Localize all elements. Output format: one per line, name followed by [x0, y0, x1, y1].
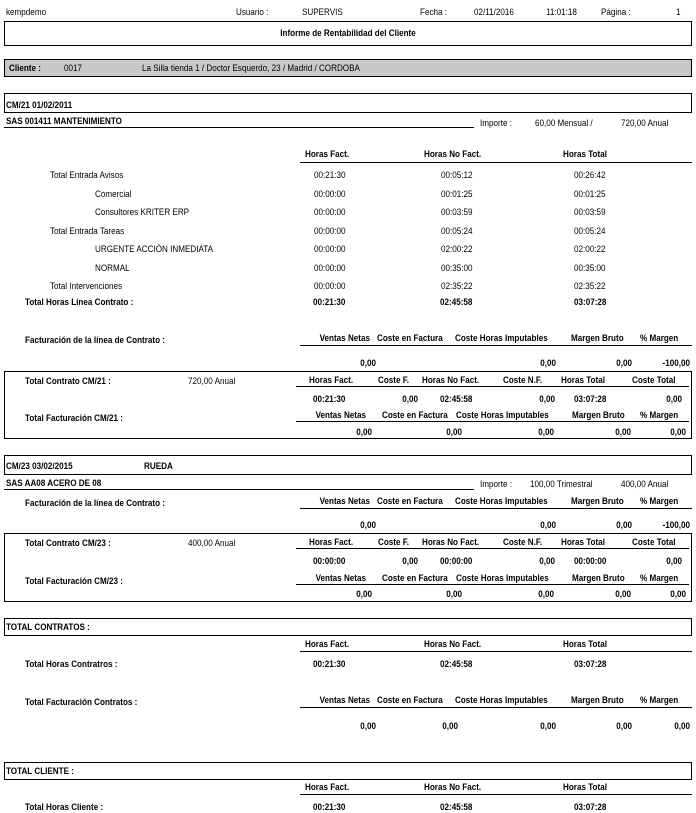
c1-tc-horas-no-fact: 02:45:58	[440, 394, 473, 404]
tc-fact-h-margen: Margen Bruto	[571, 695, 624, 705]
c1-tf-h-underline	[296, 421, 689, 422]
contract2-header: CM/23 03/02/2015	[6, 461, 73, 471]
c1-tc-coste-f: 0,00	[402, 394, 418, 404]
contract2-importe-anual: 400,00 Anual	[621, 479, 669, 489]
c1-total-contrato-label: Total Contrato CM/21 :	[25, 376, 111, 386]
c2-total-contrato-anual: 400,00 Anual	[188, 538, 236, 548]
hours-row-total: 02:35:22	[574, 281, 606, 291]
contract2-header-box	[4, 455, 692, 475]
tc-fact-coste-horas: 0,00	[540, 721, 556, 731]
c2-tf-coste-horas: 0,00	[538, 589, 554, 599]
tcl-horas-no-fact: 02:45:58	[440, 802, 473, 812]
c2-tc-h-underline	[296, 548, 689, 549]
tc-fact-h-ventas: Ventas Netas	[319, 695, 370, 705]
total-horas-linea-no-fact: 02:45:58	[440, 297, 473, 307]
total-contratos-header-box	[4, 618, 692, 636]
hours-row-total: 02:00:22	[574, 244, 606, 254]
c2-tf-h-ventas: Ventas Netas	[315, 573, 366, 583]
hours-row-no-fact: 00:35:00	[441, 263, 473, 273]
c2-tf-h-coste-horas: Coste Horas Imputables	[456, 573, 549, 583]
contract1-line-underline	[4, 127, 474, 128]
c2-tf-h-margen: Margen Bruto	[572, 573, 625, 583]
report-title: Informe de Rentabilidad del Cliente	[280, 28, 416, 38]
c1-fact-margen: 0,00	[616, 358, 632, 368]
c2-fact-margen: 0,00	[616, 520, 632, 530]
c1-tc-horas-fact: 00:21:30	[313, 394, 346, 404]
tc-horas-fact: 00:21:30	[313, 659, 346, 669]
hours-row-label: URGENTE ACCIÓN INMEDIATA	[95, 244, 214, 254]
c1-fact-linea-label: Facturación de la línea de Contrato :	[25, 335, 165, 345]
tc-col-horas-no-fact: Horas No Fact.	[424, 639, 482, 649]
hours-row-total: 00:05:24	[574, 226, 606, 236]
c2-fact-h-margen: Margen Bruto	[571, 496, 624, 506]
total-horas-linea-label: Total Horas Línea Contrato :	[25, 297, 134, 307]
c2-fact-linea-label: Facturación de la línea de Contrato :	[25, 498, 165, 508]
c2-tc-h-horas-total: Horas Total	[561, 537, 605, 547]
c1-tf-ventas: 0,00	[356, 427, 372, 437]
c1-tf-h-margen: Margen Bruto	[572, 410, 625, 420]
hours-row-no-fact: 00:05:24	[441, 226, 473, 236]
contract2-line: SAS AA08 ACERO DE 08	[6, 478, 102, 488]
tcl-col-horas-fact: Horas Fact.	[305, 782, 350, 792]
total-cliente-header: TOTAL CLIENTE :	[6, 766, 74, 776]
hours-row-fact: 00:00:00	[314, 189, 346, 199]
hours-row-total: 00:03:59	[574, 207, 606, 217]
c2-total-fact-label: Total Facturación CM/23 :	[25, 576, 123, 586]
contract1-importe-value: 60,00 Mensual /	[535, 118, 593, 128]
c2-tc-coste-nf: 0,00	[539, 556, 555, 566]
date-label: Fecha :	[420, 7, 448, 17]
contract1-importe-anual: 720,00 Anual	[621, 118, 669, 128]
col-horas-fact: Horas Fact.	[305, 149, 350, 159]
tc-fact-ventas: 0,00	[360, 721, 376, 731]
c2-tf-pct: 0,00	[670, 589, 686, 599]
tc-fact-coste-fact: 0,00	[442, 721, 458, 731]
total-horas-linea-total: 03:07:28	[574, 297, 607, 307]
c1-tc-h-horas-fact: Horas Fact.	[309, 375, 354, 385]
tc-fact-label: Total Facturación Contratos :	[25, 697, 138, 707]
c2-tf-h-coste-fact: Coste en Factura	[382, 573, 448, 583]
hours-row-fact: 00:00:00	[314, 263, 346, 273]
c2-tf-coste-fact: 0,00	[446, 589, 462, 599]
tcl-col-horas-no-fact: Horas No Fact.	[424, 782, 482, 792]
tc-fact-h-pct: % Margen	[640, 695, 679, 705]
hours-row-no-fact: 02:00:22	[441, 244, 473, 254]
hours-row-no-fact: 00:01:25	[441, 189, 473, 199]
tc-fact-h-coste-fact: Coste en Factura	[377, 695, 443, 705]
hours-row-total: 00:26:42	[574, 170, 606, 180]
c2-total-contrato-label: Total Contrato CM/23 :	[25, 538, 111, 548]
c1-tf-coste-horas: 0,00	[538, 427, 554, 437]
hours-row-no-fact: 02:35:22	[441, 281, 473, 291]
user-label: Usuario :	[236, 7, 269, 17]
hours-row-fact: 00:00:00	[314, 226, 346, 236]
c1-tc-horas-total: 03:07:28	[574, 394, 607, 404]
c2-tc-horas-no-fact: 00:00:00	[440, 556, 473, 566]
contract2-importe-value: 100,00 Trimestral	[530, 479, 593, 489]
c2-tc-coste-total: 0,00	[666, 556, 682, 566]
hours-row-fact: 00:21:30	[314, 170, 346, 180]
col-horas-total: Horas Total	[563, 149, 607, 159]
hours-row-fact: 00:00:00	[314, 244, 346, 254]
c1-fact-h-ventas: Ventas Netas	[319, 333, 370, 343]
c2-tc-h-coste-f: Coste F.	[378, 537, 410, 547]
tc-hours-underline	[300, 651, 692, 652]
c1-fact-h-coste-horas: Coste Horas Imputables	[455, 333, 548, 343]
tc-col-horas-fact: Horas Fact.	[305, 639, 350, 649]
c1-tc-h-coste-f: Coste F.	[378, 375, 410, 385]
tc-horas-total: 03:07:28	[574, 659, 607, 669]
tc-fact-margen: 0,00	[616, 721, 632, 731]
c1-tc-h-coste-nf: Coste N.F.	[503, 375, 543, 385]
c1-tf-h-coste-fact: Coste en Factura	[382, 410, 448, 420]
company-name: kempdemo	[6, 7, 47, 17]
c1-tf-h-ventas: Ventas Netas	[315, 410, 366, 420]
hours-row-total: 00:35:00	[574, 263, 606, 273]
total-cliente-header-box	[4, 762, 692, 780]
client-label: Cliente :	[9, 63, 41, 73]
tc-horas-no-fact: 02:45:58	[440, 659, 473, 669]
hours-row-total: 00:01:25	[574, 189, 606, 199]
c1-tc-coste-nf: 0,00	[539, 394, 555, 404]
c2-fact-ventas: 0,00	[360, 520, 376, 530]
client-name: La Silla tienda 1 / Doctor Esquerdo, 23 / Madrid / CORDOBA	[142, 63, 360, 73]
date-value: 02/11/2016	[474, 7, 514, 17]
contract1-line: SAS 001411 MANTENIMIENTO	[6, 116, 122, 126]
c1-fact-h-coste-fact: Coste en Factura	[377, 333, 443, 343]
c1-fact-coste-horas: 0,00	[540, 358, 556, 368]
c1-tf-h-pct: % Margen	[640, 410, 679, 420]
c2-tc-h-horas-no-fact: Horas No Fact.	[422, 537, 480, 547]
c2-fact-h-pct: % Margen	[640, 496, 679, 506]
c2-tc-h-horas-fact: Horas Fact.	[309, 537, 354, 547]
contract2-line-underline	[4, 489, 474, 490]
c1-tf-h-coste-horas: Coste Horas Imputables	[456, 410, 549, 420]
c1-tc-h-horas-total: Horas Total	[561, 375, 605, 385]
client-code: 0017	[64, 63, 83, 73]
c2-fact-h-coste-fact: Coste en Factura	[377, 496, 443, 506]
total-horas-linea-fact: 00:21:30	[313, 297, 346, 307]
hours-row-label: Consultores KRITER ERP	[95, 207, 190, 217]
c2-tf-margen: 0,00	[615, 589, 631, 599]
c1-tc-h-horas-no-fact: Horas No Fact.	[422, 375, 480, 385]
contract1-importe-label: Importe :	[480, 118, 512, 128]
c2-tf-h-pct: % Margen	[640, 573, 679, 583]
c2-fact-coste-horas: 0,00	[540, 520, 556, 530]
hours-row-label: Comercial	[95, 189, 132, 199]
hours-row-no-fact: 00:05:12	[441, 170, 473, 180]
c2-tf-h-underline	[296, 584, 689, 585]
hours-row-label: Total Entrada Avisos	[50, 170, 124, 180]
tcl-hours-underline	[300, 794, 692, 795]
c1-tf-margen: 0,00	[615, 427, 631, 437]
contract2-importe-label: Importe :	[480, 479, 512, 489]
c2-tc-horas-fact: 00:00:00	[313, 556, 346, 566]
c2-tc-coste-f: 0,00	[402, 556, 418, 566]
page-label: Página :	[601, 7, 631, 17]
hours-header-underline	[300, 162, 692, 163]
col-horas-no-fact: Horas No Fact.	[424, 149, 482, 159]
tc-horas-label: Total Horas Contratros :	[25, 659, 118, 669]
c1-total-contrato-anual: 720,00 Anual	[188, 376, 236, 386]
c2-tf-ventas: 0,00	[356, 589, 372, 599]
contract2-header-name: RUEDA	[144, 461, 173, 471]
c1-tc-h-coste-total: Coste Total	[632, 375, 676, 385]
time-value: 11:01:18	[546, 7, 577, 17]
page-number: 1	[676, 7, 681, 17]
c2-fact-h-ventas: Ventas Netas	[319, 496, 370, 506]
hours-row-label: Total Entrada Tareas	[50, 226, 125, 236]
c2-tc-h-coste-nf: Coste N.F.	[503, 537, 543, 547]
c1-tc-coste-total: 0,00	[666, 394, 682, 404]
c1-tc-h-underline	[296, 386, 689, 387]
c1-total-fact-label: Total Facturación CM/21 :	[25, 413, 123, 423]
c1-tf-pct: 0,00	[670, 427, 686, 437]
hours-row-label: NORMAL	[95, 263, 130, 273]
contract1-header: CM/21 01/02/2011	[6, 100, 73, 110]
c2-tc-h-coste-total: Coste Total	[632, 537, 676, 547]
tc-col-horas-total: Horas Total	[563, 639, 607, 649]
hours-row-fact: 00:00:00	[314, 281, 346, 291]
tcl-horas-fact: 00:21:30	[313, 802, 346, 812]
c2-fact-h-coste-horas: Coste Horas Imputables	[455, 496, 548, 506]
c1-fact-pct: -100,00	[662, 358, 690, 368]
hours-row-label: Total Intervenciones	[50, 281, 123, 291]
c2-fact-h-underline	[300, 508, 692, 509]
hours-row-fact: 00:00:00	[314, 207, 346, 217]
hours-row-no-fact: 00:03:59	[441, 207, 473, 217]
tc-fact-h-underline	[300, 707, 692, 708]
c2-fact-pct: -100,00	[662, 520, 690, 530]
contract1-header-box	[4, 93, 692, 113]
c1-fact-ventas: 0,00	[360, 358, 376, 368]
c2-tc-horas-total: 00:00:00	[574, 556, 607, 566]
tcl-col-horas-total: Horas Total	[563, 782, 607, 792]
c1-fact-h-margen: Margen Bruto	[571, 333, 624, 343]
c1-tf-coste-fact: 0,00	[446, 427, 462, 437]
total-contratos-header: TOTAL CONTRATOS :	[6, 622, 90, 632]
tcl-horas-label: Total Horas Cliente :	[25, 802, 104, 812]
c1-fact-h-underline	[300, 345, 692, 346]
user-value: SUPERVIS	[302, 7, 343, 17]
tc-fact-pct: 0,00	[674, 721, 690, 731]
c1-fact-h-pct: % Margen	[640, 333, 679, 343]
tc-fact-h-coste-horas: Coste Horas Imputables	[455, 695, 548, 705]
tcl-horas-total: 03:07:28	[574, 802, 607, 812]
